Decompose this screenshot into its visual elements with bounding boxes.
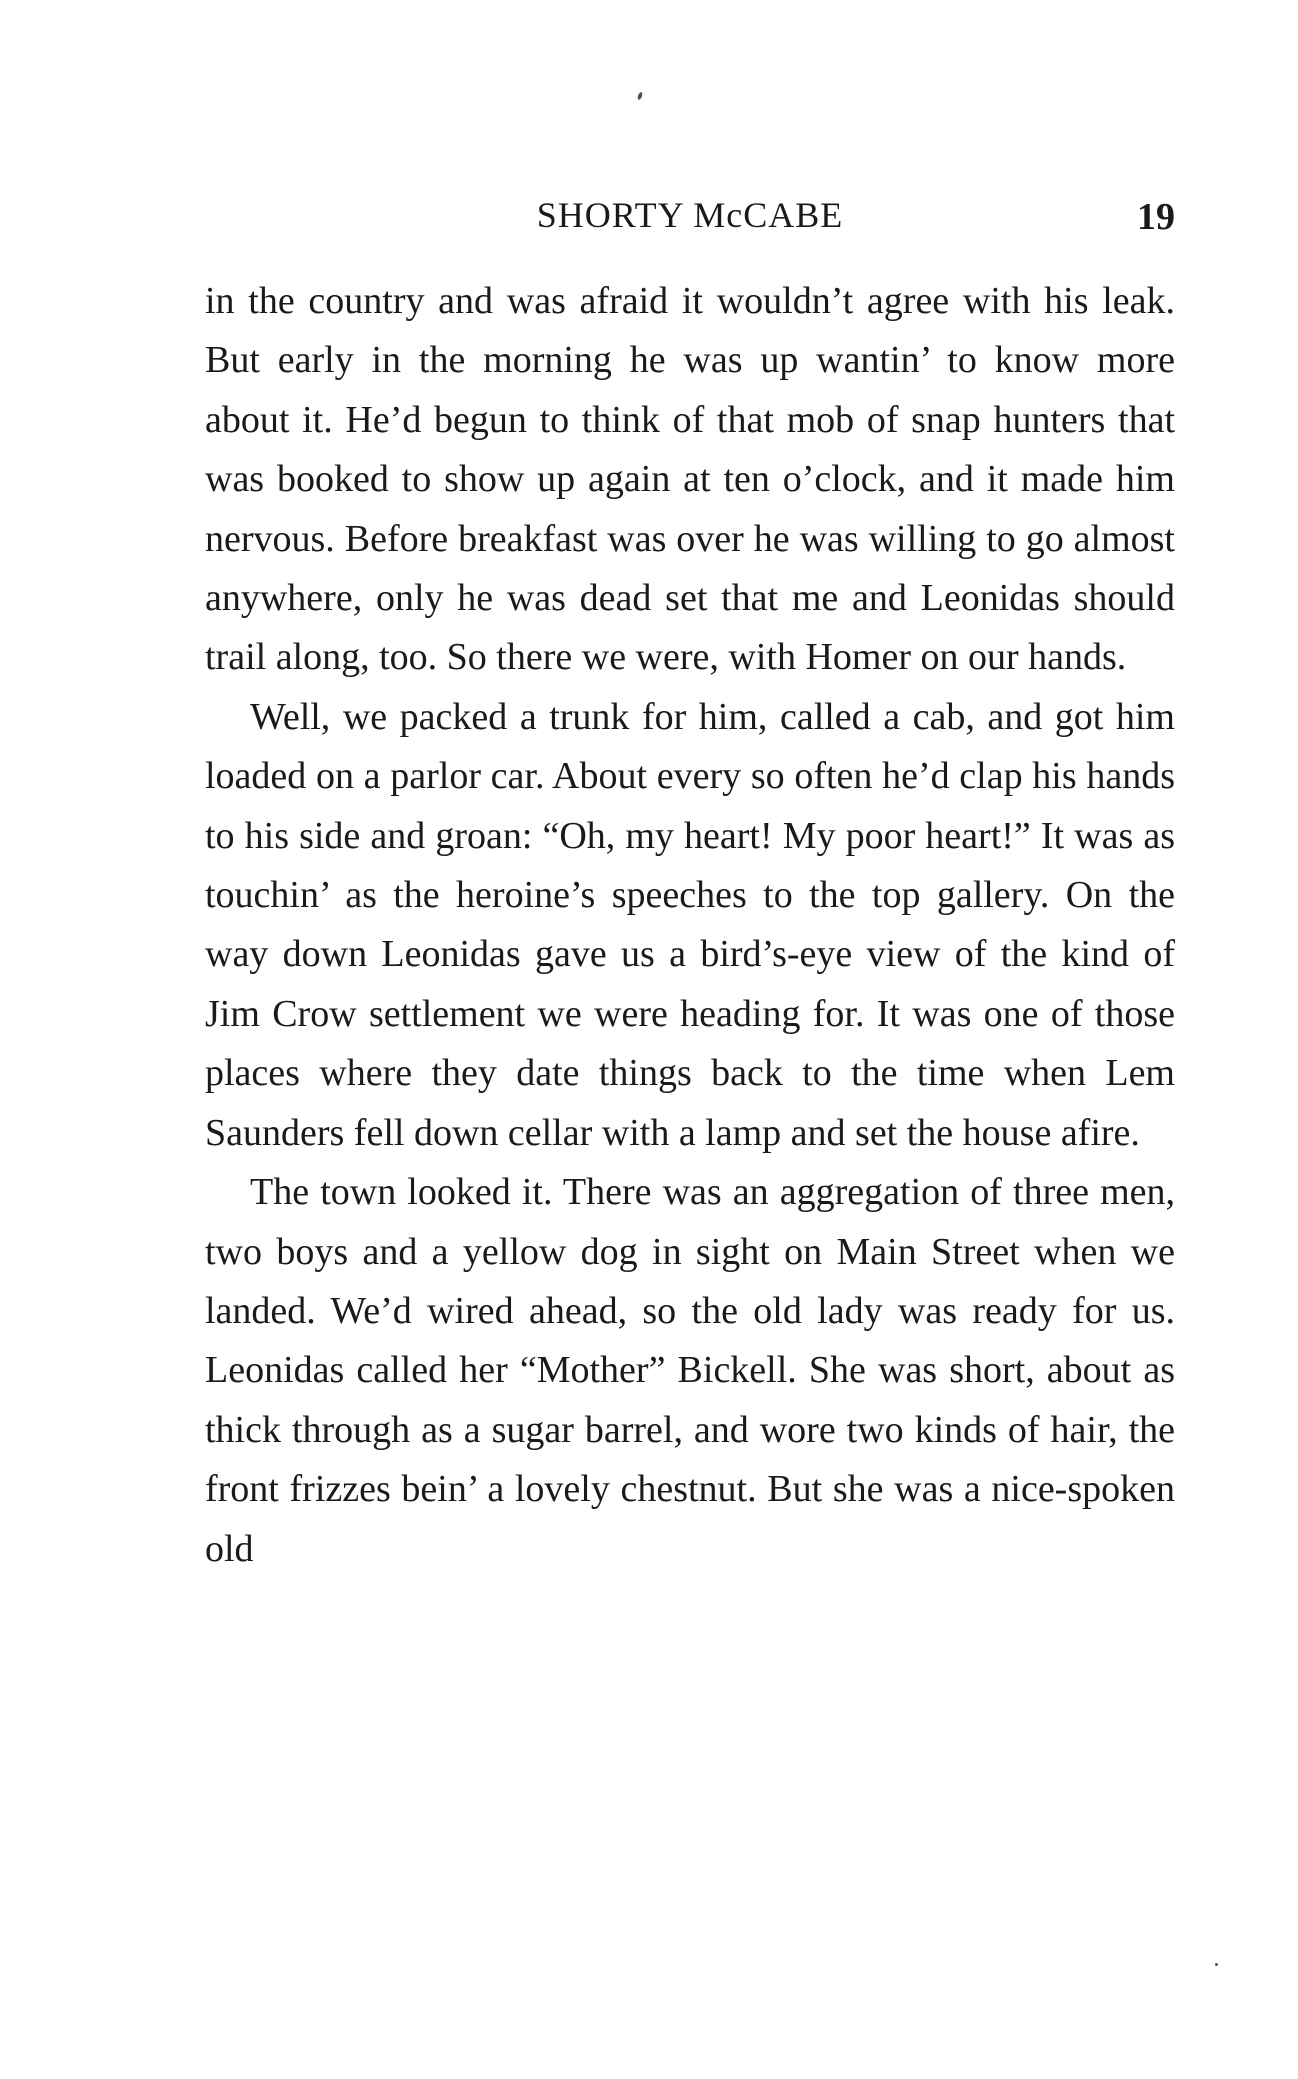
ink-speck bbox=[1215, 1963, 1218, 1966]
paragraph-1: in the country and was afraid it wouldn’t agree with his leak. But early in the morning he was up wantin’ to know more about it. He’d begun to think of that mob of snap hunters that was booked to show up again at ten o’clock, and it made him nervous. Before breakfast was over he was willing to go almost anywhere, only he was dead set that me and Leonidas should trail along, too. So there we were, with Homer on our hands. bbox=[205, 280, 1175, 679]
body-text bbox=[205, 272, 1175, 1579]
ink-speck bbox=[637, 92, 643, 101]
page-header bbox=[205, 190, 1175, 240]
running-head: SHORTY McCABE bbox=[536, 195, 844, 235]
paragraph-2: Well, we packed a trunk for him, called a cab, and got him loaded on a parlor car. About every so often he’d clap his hands to his side and groan: “Oh, my heart! My poor heart!” It was as touchin’ as the heroine’s speeches to the top gallery. On the way down Leonidas gave us a bird’s-eye view of the kind of Jim Crow settlement we were heading for. It was one of those places where they date things back to the time when Lem Saunders fell down cellar with a lamp and set the house afire. bbox=[205, 695, 1175, 1154]
page-number: 19 bbox=[1137, 196, 1175, 238]
paragraph-3: The town looked it. There was an aggregation of three men, two boys and a yellow dog in sight on Main Street when we landed. We’d wired ahead, so the old lady was ready for us. Leonidas called her “Mother” Bickell. She was short, about as thick through as a sugar barrel, and wore two kinds of hair, the front frizzes bein’ a lovely chestnut. But she was a nice-spoken old bbox=[205, 1171, 1175, 1570]
